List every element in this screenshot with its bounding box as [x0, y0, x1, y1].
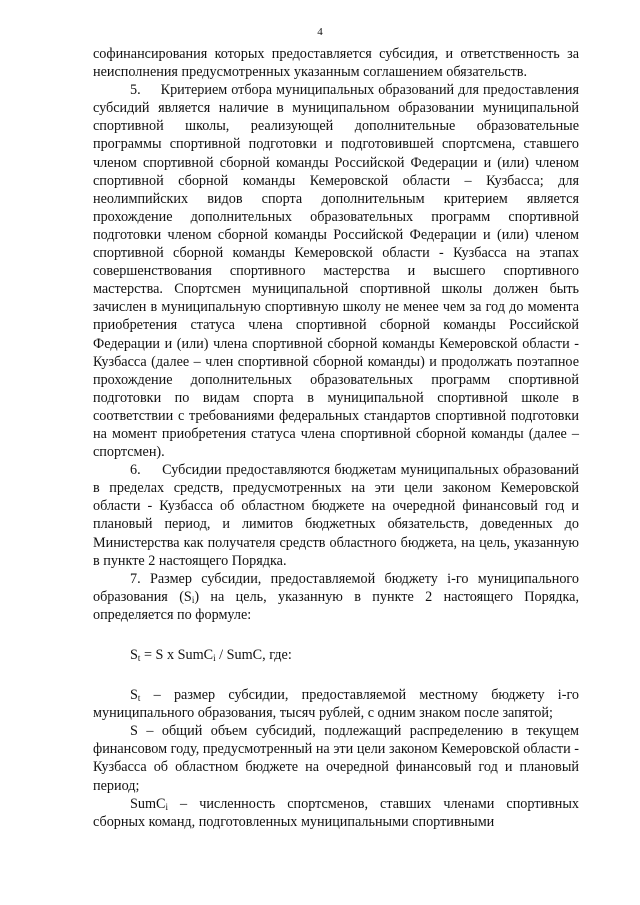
formula-s: S — [130, 647, 138, 663]
def-sumci-text: – численность спортсменов, ставших членами спортивных сборных команд, подготовленных муниципальными спортивными — [93, 795, 579, 830]
paragraph-6: 6. Субсидии предоставляются бюджетам муниципальных образований в пределах средств, предусмотренных на эти цели законом Кемеровской области - Кузбасса об областном бюджете на очередной финансовый год и плановый период, и лимитов бюджетных обязательств, доведенных до Министерства как получателя средств областного бюджета, на цель, указанную в пункте 2 настоящего Порядка. — [93, 462, 579, 569]
formula-end: / SumC, где: — [215, 647, 292, 663]
page-number: 4 — [317, 26, 323, 38]
paragraph-7 — [93, 570, 579, 624]
p7-subscript: i — [191, 594, 195, 605]
document-body — [93, 45, 579, 831]
def-sumci-subscript: i — [165, 801, 168, 812]
formula-s-subscript: t — [137, 653, 141, 663]
definition-s: S – общий объем субсидий, подлежащий распределению в текущем финансовом году, предусмотренный на эти цели законом Кемеровской области - Кузбасса об областном бюджете на очередной финансовый год и плановый период; — [93, 723, 579, 794]
p7-text-after: ) на цель, указанную в пункте 2 настоящего Порядка, определяется по формуле: — [93, 588, 579, 623]
def-st-symbol: S — [130, 687, 138, 704]
formula — [130, 646, 579, 664]
definition-sumci — [93, 795, 579, 831]
p7-text-before: 7. Размер субсидии, предоставляемой бюджету i-го муниципального образования (S — [93, 570, 579, 605]
paragraph-continuation: софинансирования которых предоставляется субсидия, и ответственность за неисполнения предусмотренных указанным соглашением обязательств. — [93, 46, 579, 81]
definition-st — [93, 686, 579, 722]
paragraph-5: 5. Критерием отбора муниципальных образований для предоставления субсидий является наличие в муниципальном образовании муниципальной спортивной школы, реализующей дополнительные образовательные программы спортивной подготовки и подготовившей спортсмена, ставшего членом спортивной сборной команды Российской Федерации и (или) членом спортивной сборной команды Кемеровской области – Кузбасса; для неолимпийских видов спорта дополнительным критерием является прохождение дополнительных образовательных программ спортивной подготовки членом сборной команды Российской Федерации и (или) членом спортивной сборной команды Кемеровской области - Кузбасса на этапах совершенствования спортивного мастерства и высшего спортивного мастерства. Спортсмен муниципальной спортивной школы должен быть зачислен в муниципальную спортивную школу не менее чем за год до момента приобретения статуса члена спортивной сборной команды Российской Федерации и (или) члена спортивной сборной команды Кемеровской области - Кузбасса (далее – член спортивной сборной команды) и продолжать поэтапное прохождение дополнительных образовательных программ спортивной подготовки по видам спорта в муниципальной спортивной школе в соответствии с требованиями федеральных стандартов спортивной подготовки на момент приобретения статуса члена спортивной сборной команды (далее – спортсмен). — [93, 82, 579, 461]
formula-middle: = S x SumC — [140, 647, 214, 663]
def-st-text: – размер субсидии, предоставляемой местному бюджету i-го муниципального образования, тысяч рублей, с одним знаком после запятой; — [93, 687, 579, 722]
def-sumci-symbol: SumC — [130, 795, 166, 812]
def-st-subscript: t — [137, 693, 141, 704]
formula-sumc-subscript: i — [213, 653, 216, 663]
